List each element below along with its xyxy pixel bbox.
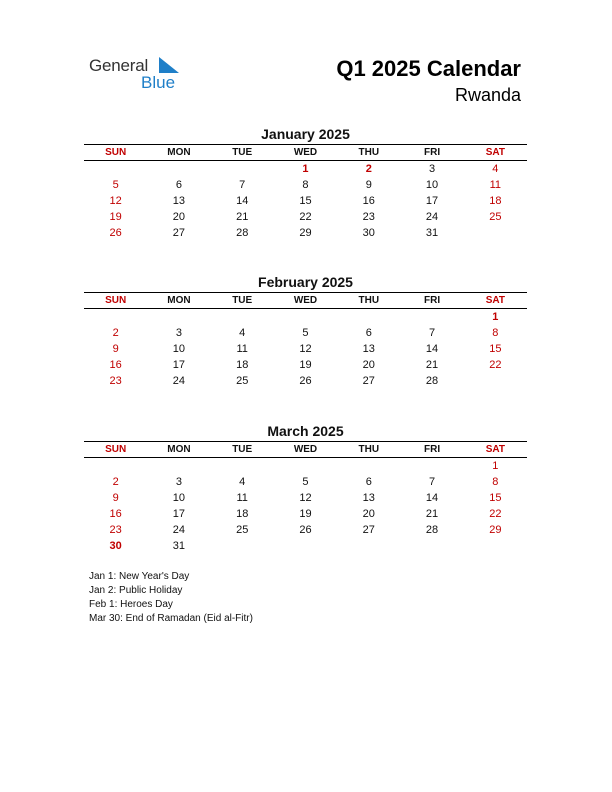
day-cell: 22 xyxy=(489,359,502,371)
day-cell: 19 xyxy=(299,508,312,520)
day-cell: 24 xyxy=(172,375,186,387)
day-cell xyxy=(147,161,210,177)
day-cell: 24 xyxy=(172,524,186,536)
day-cell: 14 xyxy=(236,195,249,207)
day-cell: 7 xyxy=(428,476,436,488)
month-title: February 2025 xyxy=(258,274,353,290)
weekday-label: SUN xyxy=(105,444,127,455)
holiday-item: Feb 1: Heroes Day xyxy=(89,599,173,610)
day-cell: 3 xyxy=(175,327,182,339)
day-cell: 8 xyxy=(302,179,309,191)
day-cell: 27 xyxy=(362,524,375,536)
day-cell: 9 xyxy=(112,343,119,355)
day-cell: 16 xyxy=(109,359,122,371)
day-cell: 30 xyxy=(109,540,122,552)
day-cell: 27 xyxy=(362,375,375,387)
day-cell xyxy=(464,373,527,389)
day-cell: 2 xyxy=(365,163,372,175)
day-cell: 8 xyxy=(492,327,499,339)
day-cell xyxy=(464,225,527,241)
day-cell: 26 xyxy=(109,227,122,239)
day-cell xyxy=(147,458,210,474)
day-cell: 14 xyxy=(425,343,439,355)
day-cell: 25 xyxy=(236,524,249,536)
day-cell: 24 xyxy=(425,211,439,223)
day-cell: 11 xyxy=(236,343,248,355)
day-cell: 12 xyxy=(299,343,312,355)
day-cell: 10 xyxy=(172,492,186,504)
weekday-label: SAT xyxy=(485,295,505,306)
day-cell: 28 xyxy=(425,375,439,387)
day-cell: 16 xyxy=(362,195,375,207)
day-cell: 2 xyxy=(112,476,119,488)
week-row xyxy=(84,325,527,341)
day-cell: 28 xyxy=(236,227,249,239)
day-cell xyxy=(274,458,337,474)
weekday-label: WED xyxy=(293,147,318,158)
weekday-label: FRI xyxy=(423,444,441,455)
day-cell xyxy=(147,309,210,325)
day-cell: 21 xyxy=(425,508,439,520)
day-cell: 20 xyxy=(172,211,186,223)
brand-logo xyxy=(89,56,189,96)
day-cell: 29 xyxy=(489,524,502,536)
day-cell: 18 xyxy=(236,508,249,520)
day-cell: 23 xyxy=(109,375,122,387)
weekday-label: THU xyxy=(358,444,380,455)
day-cell xyxy=(400,309,463,325)
day-cell: 27 xyxy=(172,227,186,239)
day-cell: 7 xyxy=(428,327,436,339)
day-cell xyxy=(211,458,274,474)
month-january xyxy=(84,124,527,241)
weekday-label: FRI xyxy=(423,295,441,306)
day-cell xyxy=(337,458,400,474)
month-title: January 2025 xyxy=(261,126,350,142)
day-cell: 28 xyxy=(425,524,439,536)
day-cell xyxy=(84,309,147,325)
day-cell: 11 xyxy=(236,492,248,504)
week-row xyxy=(84,225,527,241)
day-cell: 16 xyxy=(109,508,122,520)
week-row xyxy=(84,357,527,373)
day-cell: 21 xyxy=(236,211,249,223)
weekday-label: THU xyxy=(358,147,380,158)
day-cell: 6 xyxy=(365,476,372,488)
day-cell xyxy=(274,309,337,325)
holiday-list xyxy=(89,570,253,626)
day-cell: 1 xyxy=(492,311,499,323)
day-cell: 4 xyxy=(239,327,246,339)
week-row xyxy=(84,373,527,389)
week-row xyxy=(84,538,527,554)
month-february xyxy=(84,272,527,389)
weekday-label: WED xyxy=(293,295,318,306)
day-cell xyxy=(337,538,400,554)
day-cell: 26 xyxy=(299,524,312,536)
day-cell: 5 xyxy=(302,476,309,488)
week-row xyxy=(84,161,527,177)
day-cell: 17 xyxy=(425,195,439,207)
week-row xyxy=(84,474,527,490)
holiday-item: Mar 30: End of Ramadan (Eid al-Fitr) xyxy=(89,613,253,624)
brand-blue-text: Blue xyxy=(141,73,176,92)
weekday-label: SUN xyxy=(105,295,127,306)
holiday-item: Jan 2: Public Holiday xyxy=(89,585,183,596)
day-cell: 31 xyxy=(172,540,186,552)
holiday-item: Jan 1: New Year's Day xyxy=(89,571,190,582)
day-cell: 18 xyxy=(236,359,249,371)
weekday-label: TUE xyxy=(232,295,253,306)
day-cell: 30 xyxy=(362,227,375,239)
day-cell: 14 xyxy=(425,492,439,504)
day-cell: 22 xyxy=(299,211,312,223)
day-cell: 4 xyxy=(492,163,499,175)
weekday-header xyxy=(84,144,527,161)
day-cell: 31 xyxy=(425,227,439,239)
day-cell xyxy=(211,161,274,177)
weekday-label: FRI xyxy=(423,147,441,158)
day-cell: 9 xyxy=(112,492,119,504)
weekday-label: THU xyxy=(358,295,380,306)
day-cell xyxy=(274,538,337,554)
country-name: Rwanda xyxy=(454,85,521,105)
day-cell: 21 xyxy=(425,359,439,371)
day-cell: 13 xyxy=(362,343,375,355)
day-cell: 10 xyxy=(172,343,186,355)
week-row xyxy=(84,209,527,225)
day-cell: 12 xyxy=(299,492,312,504)
day-cell: 20 xyxy=(362,508,375,520)
weekday-label: MON xyxy=(167,147,191,158)
day-cell xyxy=(84,161,147,177)
day-cell xyxy=(84,458,147,474)
weekday-label: TUE xyxy=(232,147,253,158)
day-cell: 19 xyxy=(299,359,312,371)
day-cell: 17 xyxy=(172,359,186,371)
logo-triangle-icon xyxy=(159,57,179,73)
day-cell: 3 xyxy=(175,476,182,488)
weekday-header xyxy=(84,441,527,458)
week-row xyxy=(84,309,527,325)
day-cell: 6 xyxy=(175,179,182,191)
weekday-label: MON xyxy=(167,444,191,455)
day-cell: 6 xyxy=(365,327,372,339)
day-cell: 11 xyxy=(489,179,502,191)
day-cell: 1 xyxy=(302,163,309,175)
day-cell: 13 xyxy=(172,195,186,207)
weekday-header xyxy=(84,292,527,309)
day-cell: 4 xyxy=(239,476,246,488)
day-cell: 26 xyxy=(299,375,312,387)
day-cell: 15 xyxy=(489,343,502,355)
day-cell: 17 xyxy=(172,508,186,520)
week-row xyxy=(84,506,527,522)
page-title: Q1 2025 Calendar xyxy=(336,56,521,81)
day-cell: 13 xyxy=(362,492,375,504)
day-cell: 29 xyxy=(299,227,312,239)
weekday-label: MON xyxy=(167,295,191,306)
day-cell: 3 xyxy=(428,163,436,175)
weekday-label: WED xyxy=(293,444,318,455)
day-cell: 10 xyxy=(425,179,439,191)
day-cell: 25 xyxy=(489,211,502,223)
weekday-label: SAT xyxy=(485,147,505,158)
day-cell: 19 xyxy=(109,211,122,223)
day-cell: 5 xyxy=(302,327,309,339)
weekday-label: TUE xyxy=(232,444,253,455)
day-cell xyxy=(211,309,274,325)
week-row xyxy=(84,177,527,193)
day-cell xyxy=(211,538,274,554)
week-row xyxy=(84,193,527,209)
day-cell: 15 xyxy=(489,492,502,504)
day-cell xyxy=(400,458,463,474)
day-cell: 15 xyxy=(299,195,312,207)
day-cell xyxy=(400,538,463,554)
day-cell: 8 xyxy=(492,476,499,488)
day-cell xyxy=(464,538,527,554)
day-cell: 22 xyxy=(489,508,502,520)
month-march xyxy=(84,421,527,554)
day-cell: 2 xyxy=(112,327,119,339)
day-cell xyxy=(337,309,400,325)
day-cell: 1 xyxy=(492,460,499,472)
weekday-label: SAT xyxy=(485,444,505,455)
day-cell: 9 xyxy=(365,179,372,191)
day-cell: 23 xyxy=(362,211,375,223)
day-cell: 18 xyxy=(489,195,502,207)
week-row xyxy=(84,458,527,474)
brand-general-text: General xyxy=(89,56,149,75)
month-title: March 2025 xyxy=(267,423,344,439)
day-cell: 25 xyxy=(236,375,249,387)
week-row xyxy=(84,341,527,357)
day-cell: 20 xyxy=(362,359,375,371)
week-row xyxy=(84,490,527,506)
day-cell: 5 xyxy=(112,179,119,191)
day-cell: 7 xyxy=(239,179,246,191)
week-row xyxy=(84,522,527,538)
day-cell: 12 xyxy=(109,195,122,207)
day-cell: 23 xyxy=(109,524,122,536)
weekday-label: SUN xyxy=(105,147,127,158)
